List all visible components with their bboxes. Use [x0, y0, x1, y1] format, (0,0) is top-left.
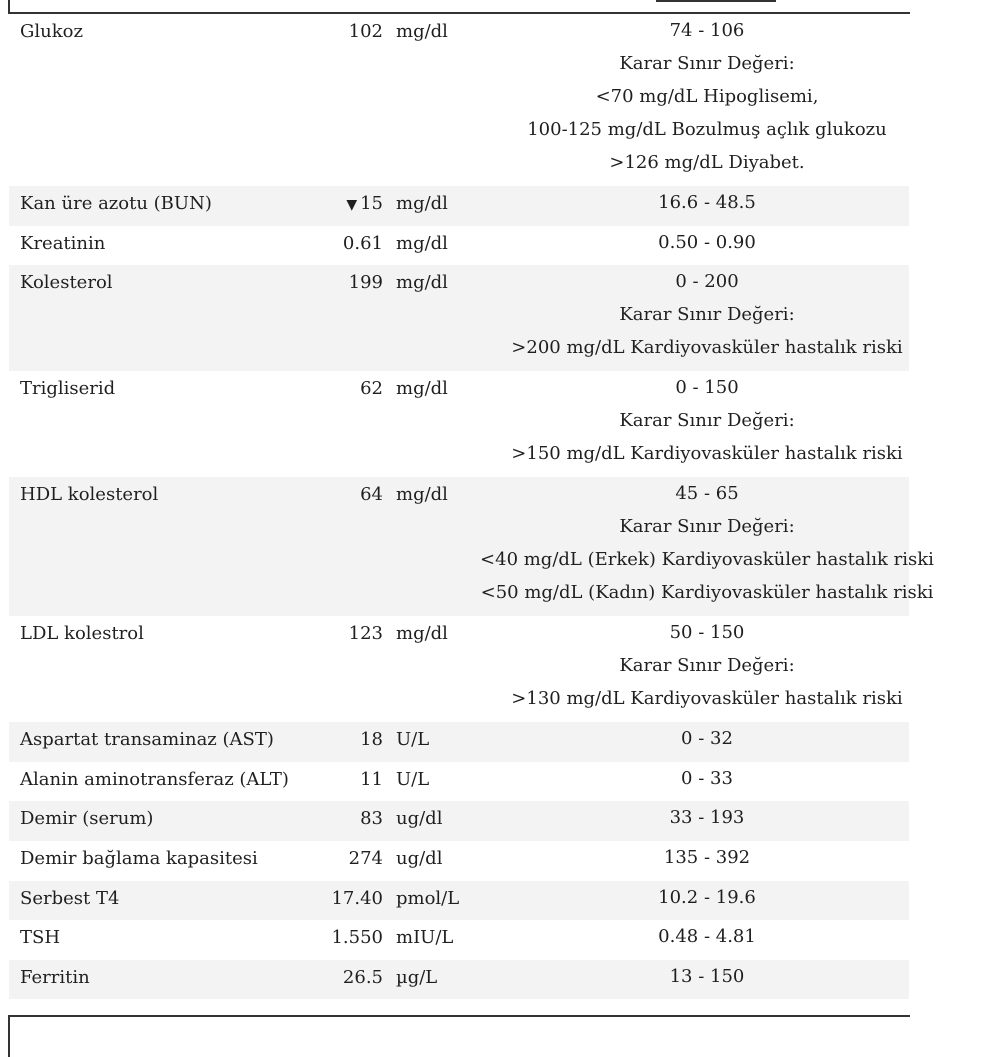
- result-value: [331, 623, 383, 644]
- result-value: [331, 272, 383, 293]
- reference-note-line: >150 mg/dL Kardiyovasküler hastalık riski: [511, 443, 903, 465]
- result-value-text: 62: [360, 378, 383, 400]
- result-unit: U/L: [396, 729, 430, 751]
- reference-interval: 135 - 392: [663, 846, 751, 868]
- result-value-text: 18: [360, 729, 383, 751]
- reference-interval: 0 - 33: [681, 767, 733, 789]
- result-value: [331, 888, 383, 909]
- reference-note-line: 100-125 mg/dL Bozulmuş açlık glukozu: [527, 119, 887, 140]
- reference-note-line: Karar Sınır Değeri:: [619, 53, 795, 74]
- table-row: [9, 881, 909, 921]
- reference-range: [429, 623, 985, 722]
- reference-interval: 0 - 32: [681, 728, 733, 750]
- result-value-text: 102: [348, 21, 383, 42]
- low-flag-icon: ▼: [346, 197, 358, 213]
- table-row: [9, 371, 909, 477]
- result-unit: ug/dl: [396, 808, 443, 830]
- table-row: [9, 616, 909, 722]
- result-unit: µg/L: [396, 966, 438, 988]
- table-row: [9, 265, 909, 371]
- result-value: [331, 967, 383, 988]
- test-name: Ferritin: [20, 966, 90, 988]
- result-unit: mg/dl: [396, 232, 448, 254]
- result-value-text: 83: [360, 808, 383, 830]
- reference-range: [429, 272, 985, 371]
- table-row: [9, 762, 909, 802]
- result-unit: mg/dl: [396, 378, 448, 400]
- bottom-table-border: [8, 1015, 910, 1057]
- result-value: [331, 233, 383, 254]
- result-unit: pmol/L: [396, 887, 460, 909]
- reference-note-line: Karar Sınır Değeri:: [619, 655, 795, 677]
- result-value: [331, 193, 383, 214]
- test-name: Glukoz: [20, 21, 83, 42]
- reference-interval: 45 - 65: [675, 483, 739, 505]
- reference-range: [429, 927, 985, 960]
- result-value-text: 15: [360, 193, 383, 214]
- reference-interval: 74 - 106: [669, 20, 745, 41]
- top-table-border: [8, 0, 910, 14]
- top-underline: [656, 0, 776, 2]
- reference-interval: 13 - 150: [669, 965, 745, 987]
- test-name: TSH: [20, 927, 61, 949]
- table-row: [9, 226, 909, 266]
- reference-note-line: <70 mg/dL Hipoglisemi,: [595, 86, 819, 107]
- result-value-text: 0.61: [342, 232, 383, 254]
- reference-note-line: <50 mg/dL (Kadın) Kardiyovasküler hastalık riski: [480, 582, 934, 604]
- result-unit: mg/dl: [396, 272, 448, 294]
- test-name: Kolesterol: [20, 272, 113, 294]
- reference-range: [429, 378, 985, 477]
- table-row: [9, 841, 909, 881]
- reference-note-line: Karar Sınır Değeri:: [619, 304, 795, 326]
- result-value-text: 199: [348, 272, 383, 294]
- result-value-text: 64: [360, 484, 383, 506]
- reference-range: [429, 484, 985, 616]
- reference-note-line: >200 mg/dL Kardiyovasküler hastalık riski: [511, 337, 903, 359]
- result-value: [331, 378, 383, 399]
- reference-range: [429, 729, 985, 762]
- result-value-text: 17.40: [331, 887, 383, 909]
- reference-range: [429, 848, 985, 881]
- reference-interval: 0.50 - 0.90: [658, 231, 756, 253]
- result-value-text: 274: [348, 847, 383, 869]
- test-name: Demir (serum): [20, 808, 154, 830]
- result-value: [331, 769, 383, 790]
- reference-range: [429, 769, 985, 802]
- reference-interval: 0 - 200: [675, 271, 739, 293]
- reference-range: [429, 193, 985, 226]
- result-unit: mg/dl: [396, 193, 448, 214]
- result-unit: mg/dl: [396, 21, 448, 42]
- result-value-text: 26.5: [342, 966, 383, 988]
- test-name: Alanin aminotransferaz (ALT): [20, 768, 289, 790]
- reference-note-line: Karar Sınır Değeri:: [619, 410, 795, 432]
- result-value-text: 123: [348, 623, 383, 645]
- result-value: [331, 927, 383, 948]
- result-value: [331, 729, 383, 750]
- result-unit: U/L: [396, 768, 430, 790]
- reference-interval: 33 - 193: [669, 807, 745, 829]
- reference-range: [429, 888, 985, 921]
- result-unit: mIU/L: [396, 927, 454, 949]
- result-value: [331, 21, 383, 42]
- test-name: Demir bağlama kapasitesi: [20, 847, 258, 869]
- reference-range: [429, 967, 985, 1000]
- table-row: [9, 722, 909, 762]
- test-name: Trigliserid: [20, 378, 116, 400]
- test-name: Kan üre azotu (BUN): [20, 193, 212, 214]
- reference-range: [429, 21, 985, 186]
- reference-interval: 0.48 - 4.81: [658, 926, 756, 948]
- reference-range: [429, 233, 985, 266]
- reference-note-line: <40 mg/dL (Erkek) Kardiyovasküler hastalık riski: [480, 549, 934, 571]
- table-row: [9, 14, 909, 186]
- result-value: [331, 808, 383, 829]
- table-row: [9, 477, 934, 616]
- test-name: LDL kolestrol: [20, 623, 144, 645]
- table-row: [9, 186, 909, 226]
- result-value-text: 1.550: [331, 927, 383, 949]
- test-name: Aspartat transaminaz (AST): [20, 729, 274, 751]
- reference-note-line: Karar Sınır Değeri:: [619, 516, 795, 538]
- reference-interval: 10.2 - 19.6: [658, 886, 756, 908]
- table-row: [9, 920, 909, 960]
- reference-interval: 50 - 150: [669, 622, 745, 644]
- reference-interval: 16.6 - 48.5: [658, 192, 756, 213]
- result-value: [331, 848, 383, 869]
- table-row: [9, 960, 909, 1000]
- result-value-text: 11: [360, 768, 383, 790]
- test-name: HDL kolesterol: [20, 484, 159, 506]
- reference-range: [429, 808, 985, 841]
- reference-note-line: >130 mg/dL Kardiyovasküler hastalık riski: [511, 688, 903, 710]
- test-name: Kreatinin: [20, 232, 106, 254]
- result-unit: mg/dl: [396, 484, 448, 506]
- test-name: Serbest T4: [20, 887, 120, 909]
- result-value: [331, 484, 383, 505]
- reference-note-line: >126 mg/dL Diyabet.: [609, 152, 805, 173]
- table-row: [9, 801, 909, 841]
- lab-results-table: [9, 14, 934, 999]
- result-unit: mg/dl: [396, 623, 448, 645]
- result-unit: ug/dl: [396, 847, 443, 869]
- reference-interval: 0 - 150: [675, 377, 739, 399]
